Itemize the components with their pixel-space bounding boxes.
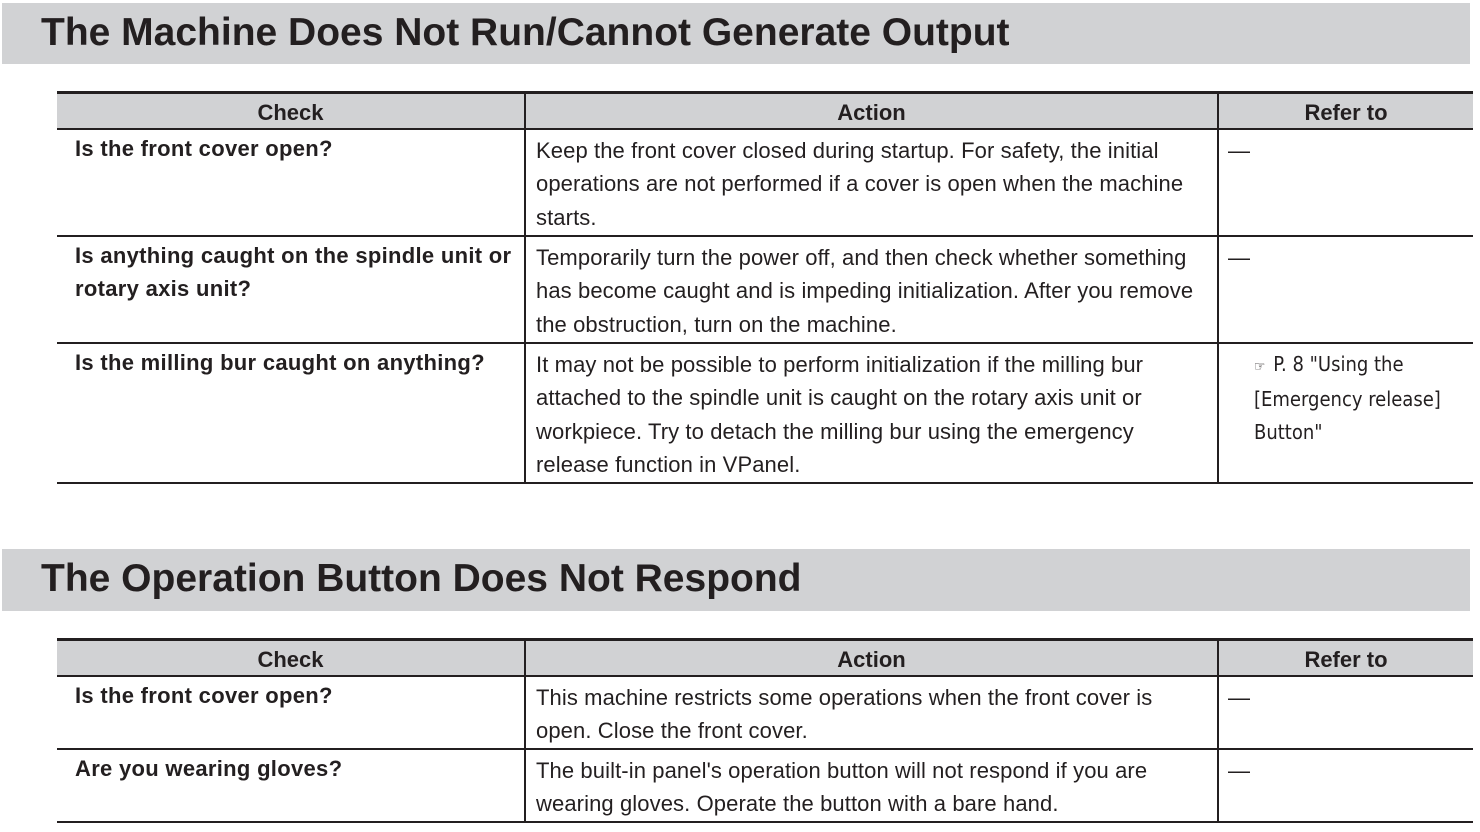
column-header-refer: Refer to (1218, 640, 1473, 676)
action-cell: The built-in panel's operation button will not respond if you are wearing gloves. Operate the button with a bare hand. (525, 749, 1218, 822)
refer-cell (1218, 129, 1473, 236)
check-cell: Is the front cover open? (57, 676, 525, 749)
refer-dash: — (1228, 244, 1250, 270)
troubleshooting-table-machine (57, 91, 1473, 484)
page-reference-link[interactable] (1228, 348, 1463, 449)
check-cell: Is anything caught on the spindle unit or rotary axis unit? (57, 236, 525, 343)
refer-cell (1218, 236, 1473, 343)
column-header-check: Check (57, 640, 525, 676)
refer-dash: — (1228, 757, 1250, 783)
refer-cell (1218, 749, 1473, 822)
troubleshooting-table-operation-button (57, 638, 1473, 823)
section-header-operation-button (2, 549, 1470, 611)
table-row (57, 343, 1473, 483)
column-header-action: Action (525, 93, 1218, 129)
column-header-check: Check (57, 93, 525, 129)
table-row (57, 749, 1473, 822)
refer-dash: — (1228, 137, 1250, 163)
refer-cell (1218, 343, 1473, 483)
table-header-row (57, 640, 1473, 676)
column-header-refer: Refer to (1218, 93, 1473, 129)
table-row (57, 129, 1473, 236)
refer-page: P. 8 (1273, 351, 1304, 376)
check-cell: Are you wearing gloves? (57, 749, 525, 822)
section-header-machine-does-not-run (2, 3, 1470, 64)
section-title: The Operation Button Does Not Respond (41, 557, 802, 600)
check-cell: Is the milling bur caught on anything? (57, 343, 525, 483)
refer-dash: — (1228, 684, 1250, 710)
action-cell: This machine restricts some operations when the front cover is open. Close the front cover. (525, 676, 1218, 749)
check-cell: Is the front cover open? (57, 129, 525, 236)
table-header-row (57, 93, 1473, 129)
refer-cell (1218, 676, 1473, 749)
action-cell: It may not be possible to perform initialization if the milling bur attached to the spindle unit is caught on the rotary axis unit or workpiece. Try to detach the milling bur using the emergency release function in VPanel. (525, 343, 1218, 483)
pointing-hand-icon: ☞ (1254, 358, 1266, 375)
table-row (57, 676, 1473, 749)
column-header-action: Action (525, 640, 1218, 676)
refer-text: "Using the [Emergency release] Button" (1254, 351, 1441, 444)
action-cell: Temporarily turn the power off, and then check whether something has become caught and is impeding initialization. After you remove the obstruction, turn on the machine. (525, 236, 1218, 343)
table-row (57, 236, 1473, 343)
action-cell: Keep the front cover closed during startup. For safety, the initial operations are not performed if a cover is open when the machine starts. (525, 129, 1218, 236)
section-title: The Machine Does Not Run/Cannot Generate Output (41, 11, 1010, 54)
